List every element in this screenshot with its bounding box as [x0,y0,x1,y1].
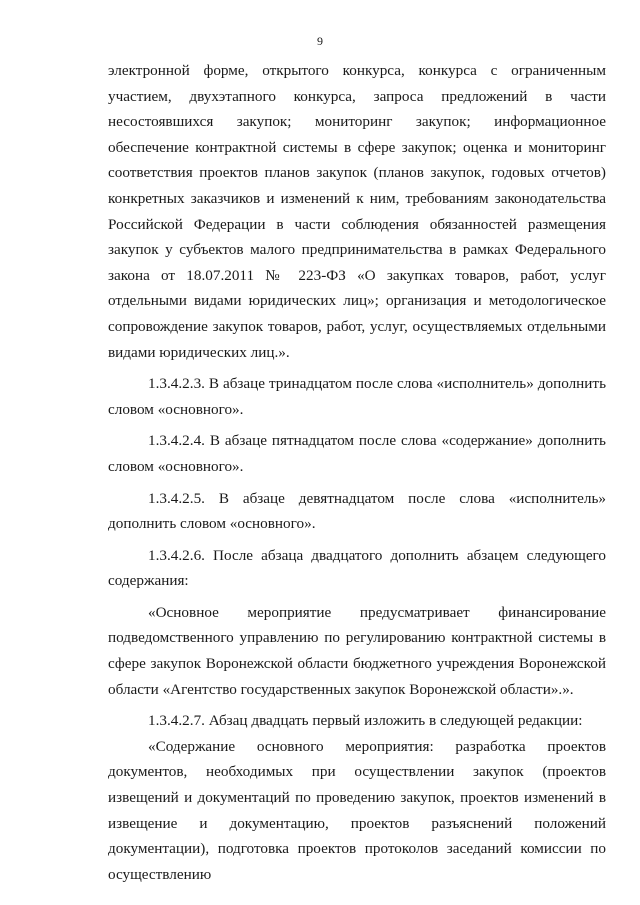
paragraph-1-3-4-2-3: 1.3.4.2.3. В абзаце тринадцатом после слова «исполнитель» дополнить словом «основного». [108,375,606,418]
paragraph-1-3-4-2-4: 1.3.4.2.4. В абзаце пятнадцатом после слова «содержание» дополнить словом «основного». [108,432,606,475]
paragraph-1-3-4-2-5: 1.3.4.2.5. В абзаце девятнадцатом после слова «исполнитель» дополнить словом «основного». [108,489,606,533]
paragraph-quote-content: «Содержание основного мероприятия: разработка проектов документов, необходимых при осуществлении закупок (проектов извещений и документаций по проведению закупок, проектов изменений в извещение и документацию, проектов разъяснений положений документации), подготовка проектов протоколов заседаний комиссии по осуществлению [108,737,606,883]
paragraph-1-3-4-2-6: 1.3.4.2.6. После абзаца двадцатого дополнить абзацем следующего содержания: [108,546,606,590]
paragraph-1-3-4-2-7: 1.3.4.2.7. Абзац двадцать первый изложить в следующей редакции: [148,712,583,730]
document-body [108,58,606,887]
page-number: 9 [317,34,323,48]
paragraph-quote-main-activity: «Основное мероприятие предусматривает финансирование подведомственного управлению по регулированию контрактной системы в сфере закупок Воронежской области бюджетного учреждения Воронежской области «Агентство государственных закупок Воронежской области».». [108,603,606,698]
paragraph-continuation: электронной форме, открытого конкурса, конкурса с ограниченным участием, двухэтапного конкурса, запроса предложений в части несостоявшихся закупок; мониторинг закупок; информационное обеспечение контрактной системы в сфере закупок; оценка и мониторинг соответствия проектов планов закупок (планов закупок, годовых отчетов) конкретных заказчиков и изменений к ним, требованиям законодательства Российской Федерации в части соблюдения обязанностей размещения закупок у субъектов малого предпринимательства в рамках Федерального закона от 18.07.2011 № 223-ФЗ «О закупках товаров, работ, услуг отдельными видами юридических лиц»; организация и методологическое сопровождение закупок товаров, работ, услуг, осуществляемых отдельными видами юридических лиц.». [108,62,606,361]
